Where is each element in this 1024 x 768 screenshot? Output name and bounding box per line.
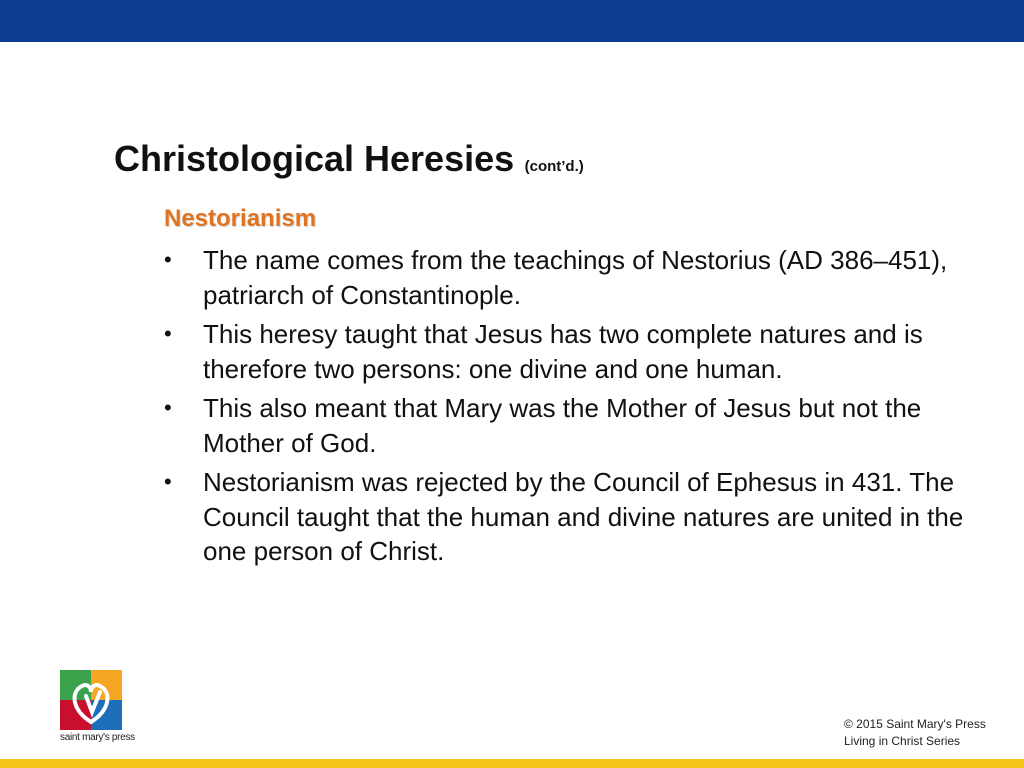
bottom-banner: [0, 759, 1024, 768]
copyright-text: © 2015 Saint Mary's Press: [844, 717, 986, 731]
bullet-item: [164, 317, 964, 386]
bullet-text: The name comes from the teachings of Nestorius (AD 386–451), patriarch of Constantinople.: [203, 245, 948, 310]
title-block: [114, 138, 584, 180]
bullet-icon: •: [164, 247, 172, 272]
logo-caption: saint mary's press: [60, 732, 135, 743]
bullet-item: [164, 243, 964, 312]
bullet-icon: •: [164, 469, 172, 494]
series-text: Living in Christ Series: [844, 734, 961, 748]
publisher-logo: [60, 670, 135, 743]
saint-marys-press-logo-icon: [60, 670, 122, 730]
bullet-list: [164, 243, 964, 574]
bullet-icon: •: [164, 395, 172, 420]
bullet-text: This also meant that Mary was the Mother of Jesus but not the Mother of God.: [203, 393, 922, 458]
bullet-text: Nestorianism was rejected by the Council of Ephesus in 431. The Council taught that the human and divine natures are united in the one person of Christ.: [203, 467, 964, 566]
top-banner: [0, 0, 1024, 42]
footer-credits: [844, 716, 986, 750]
bullet-icon: •: [164, 321, 172, 346]
title-suffix: (cont’d.): [524, 158, 584, 175]
bullet-item: [164, 465, 964, 569]
section-heading: Nestorianism: [164, 205, 317, 232]
bullet-text: This heresy taught that Jesus has two complete natures and is therefore two persons: one divine and one human.: [203, 319, 923, 384]
bullet-item: [164, 391, 964, 460]
slide-title: Christological Heresies: [114, 138, 515, 179]
